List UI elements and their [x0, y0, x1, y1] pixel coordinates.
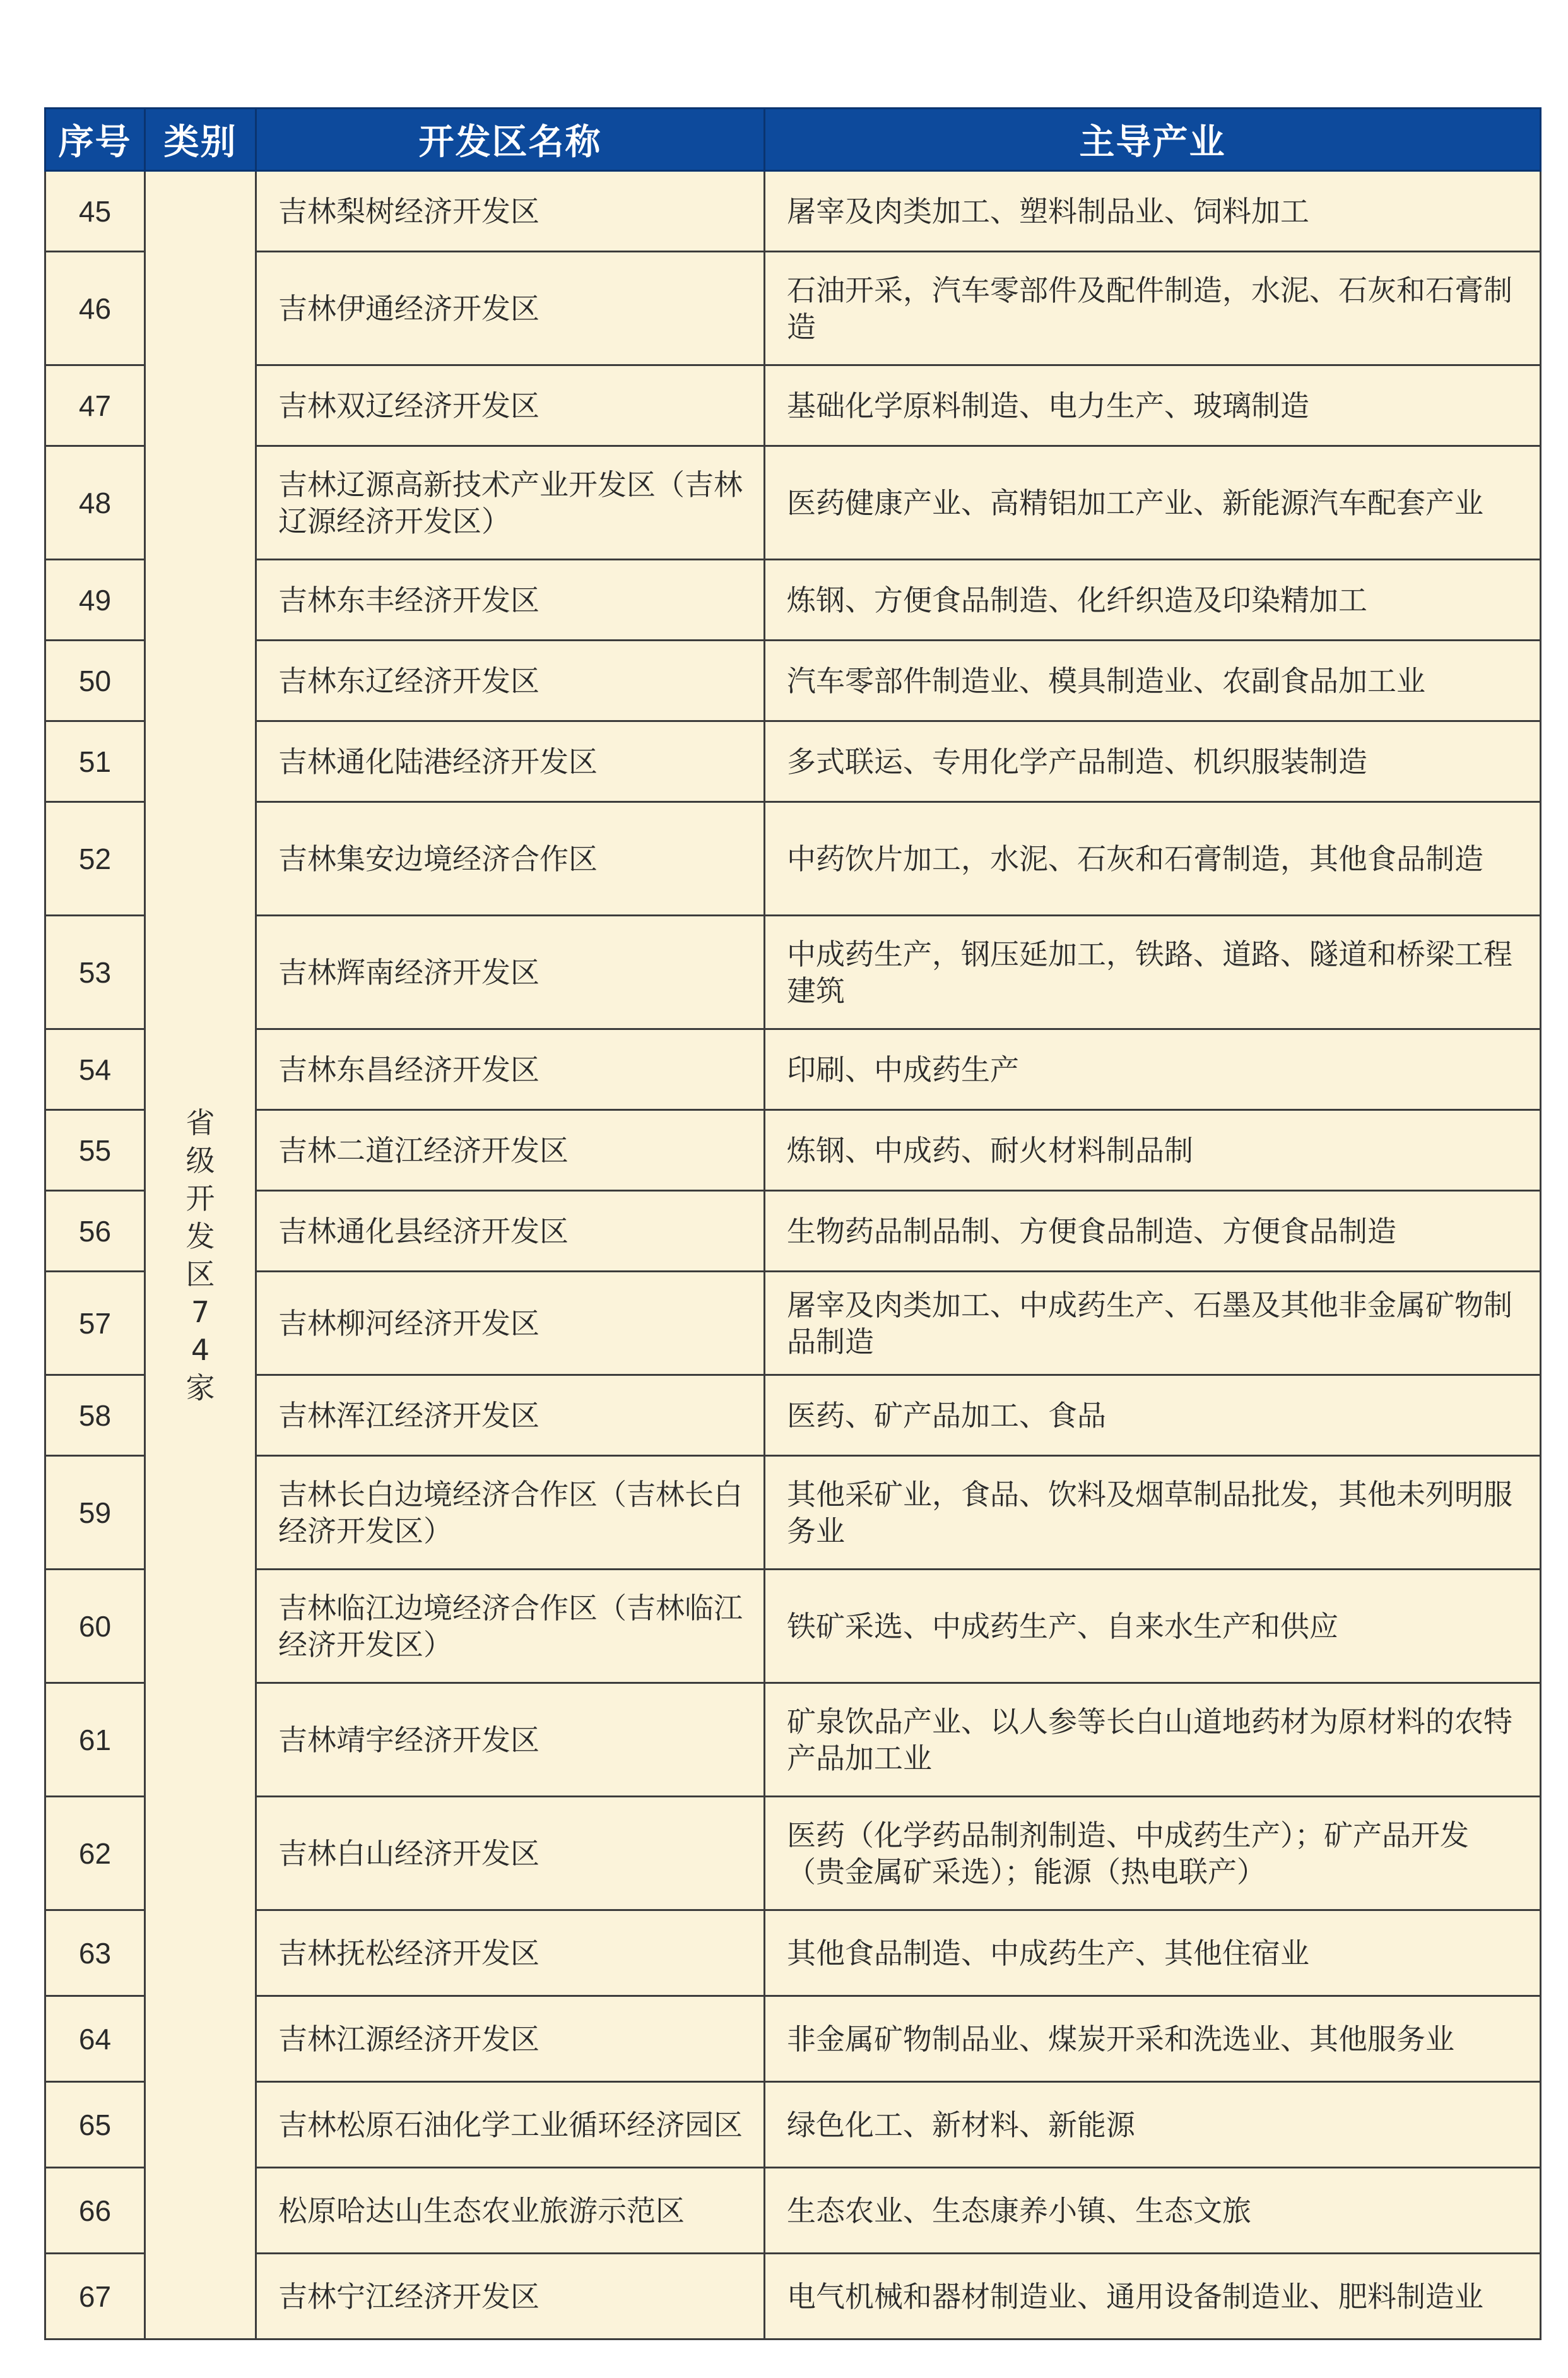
- table-row: [45, 916, 1541, 1029]
- leading-industry: 印刷、中成药生产: [765, 1029, 1541, 1110]
- zone-name: 吉林通化陆港经济开发区: [256, 721, 765, 802]
- leading-industry: 绿色化工、新材料、新能源: [765, 2082, 1541, 2168]
- leading-industry: 其他食品制造、中成药生产、其他住宿业: [765, 1910, 1541, 1996]
- zone-name: 松原哈达山生态农业旅游示范区: [256, 2168, 765, 2254]
- header-name: 开发区名称: [256, 109, 765, 171]
- row-number: 51: [45, 721, 145, 802]
- row-number: 55: [45, 1110, 145, 1191]
- table-row: [45, 171, 1541, 252]
- leading-industry: 屠宰及肉类加工、中成药生产、石墨及其他非金属矿物制品制造: [765, 1272, 1541, 1375]
- table-row: [45, 1910, 1541, 1996]
- zone-name: 吉林靖宇经济开发区: [256, 1683, 765, 1797]
- row-number: 58: [45, 1375, 145, 1456]
- row-number: 52: [45, 802, 145, 916]
- zone-name: 吉林通化县经济开发区: [256, 1191, 765, 1272]
- table-row: [45, 1683, 1541, 1797]
- table-row: [45, 1797, 1541, 1910]
- table-row: [45, 641, 1541, 721]
- category-cell: [145, 171, 256, 2340]
- table-row: [45, 1570, 1541, 1683]
- table-row: [45, 1996, 1541, 2082]
- leading-industry: 生物药品制品制、方便食品制造、方便食品制造: [765, 1191, 1541, 1272]
- table-row: [45, 2254, 1541, 2340]
- row-number: 54: [45, 1029, 145, 1110]
- row-number: 49: [45, 560, 145, 641]
- table-row: [45, 1110, 1541, 1191]
- zone-name: 吉林江源经济开发区: [256, 1996, 765, 2082]
- table-row: [45, 2168, 1541, 2254]
- row-number: 66: [45, 2168, 145, 2254]
- leading-industry: 汽车零部件制造业、模具制造业、农副食品加工业: [765, 641, 1541, 721]
- category-label: 省级开发区74家: [186, 1105, 215, 1405]
- leading-industry: 炼钢、方便食品制造、化纤织造及印染精加工: [765, 560, 1541, 641]
- zone-name: 吉林辽源高新技术产业开发区（吉林辽源经济开发区）: [256, 446, 765, 560]
- table-body: [45, 171, 1541, 2340]
- row-number: 64: [45, 1996, 145, 2082]
- header-no: 序号: [45, 109, 145, 171]
- row-number: 59: [45, 1456, 145, 1570]
- leading-industry: 电气机械和器材制造业、通用设备制造业、肥料制造业: [765, 2254, 1541, 2340]
- development-zone-table: [44, 107, 1541, 2340]
- zone-name: 吉林东辽经济开发区: [256, 641, 765, 721]
- leading-industry: 铁矿采选、中成药生产、自来水生产和供应: [765, 1570, 1541, 1683]
- leading-industry: 医药健康产业、高精铝加工产业、新能源汽车配套产业: [765, 446, 1541, 560]
- zone-name: 吉林临江边境经济合作区（吉林临江经济开发区）: [256, 1570, 765, 1683]
- zone-name: 吉林长白边境经济合作区（吉林长白经济开发区）: [256, 1456, 765, 1570]
- table-row: [45, 1375, 1541, 1456]
- row-number: 65: [45, 2082, 145, 2168]
- table-row: [45, 365, 1541, 446]
- row-number: 67: [45, 2254, 145, 2340]
- zone-name: 吉林双辽经济开发区: [256, 365, 765, 446]
- table-row: [45, 1191, 1541, 1272]
- table-row: [45, 1272, 1541, 1375]
- table-row: [45, 2082, 1541, 2168]
- row-number: 63: [45, 1910, 145, 1996]
- row-number: 50: [45, 641, 145, 721]
- table-row: [45, 721, 1541, 802]
- table-row: [45, 252, 1541, 365]
- zone-name: 吉林东丰经济开发区: [256, 560, 765, 641]
- leading-industry: 矿泉饮品产业、以人参等长白山道地药材为原材料的农特产品加工业: [765, 1683, 1541, 1797]
- table-row: [45, 802, 1541, 916]
- row-number: 61: [45, 1683, 145, 1797]
- leading-industry: 石油开采，汽车零部件及配件制造，水泥、石灰和石膏制造: [765, 252, 1541, 365]
- zone-name: 吉林宁江经济开发区: [256, 2254, 765, 2340]
- table-row: [45, 560, 1541, 641]
- leading-industry: 医药、矿产品加工、食品: [765, 1375, 1541, 1456]
- zone-name: 吉林抚松经济开发区: [256, 1910, 765, 1996]
- leading-industry: 基础化学原料制造、电力生产、玻璃制造: [765, 365, 1541, 446]
- row-number: 48: [45, 446, 145, 560]
- zone-name: 吉林浑江经济开发区: [256, 1375, 765, 1456]
- leading-industry: 医药（化学药品制剂制造、中成药生产）；矿产品开发（贵金属矿采选）；能源（热电联产）: [765, 1797, 1541, 1910]
- table-row: [45, 446, 1541, 560]
- zone-name: 吉林白山经济开发区: [256, 1797, 765, 1910]
- leading-industry: 屠宰及肉类加工、塑料制品业、饲料加工: [765, 171, 1541, 252]
- header-category: 类别: [145, 109, 256, 171]
- table-header-row: [45, 109, 1541, 171]
- leading-industry: 其他采矿业，食品、饮料及烟草制品批发，其他未列明服务业: [765, 1456, 1541, 1570]
- row-number: 45: [45, 171, 145, 252]
- leading-industry: 多式联运、专用化学产品制造、机织服装制造: [765, 721, 1541, 802]
- zone-name: 吉林柳河经济开发区: [256, 1272, 765, 1375]
- leading-industry: 生态农业、生态康养小镇、生态文旅: [765, 2168, 1541, 2254]
- row-number: 47: [45, 365, 145, 446]
- zone-name: 吉林梨树经济开发区: [256, 171, 765, 252]
- zone-name: 吉林集安边境经济合作区: [256, 802, 765, 916]
- leading-industry: 非金属矿物制品业、煤炭开采和洗选业、其他服务业: [765, 1996, 1541, 2082]
- zone-name: 吉林东昌经济开发区: [256, 1029, 765, 1110]
- zone-name: 吉林伊通经济开发区: [256, 252, 765, 365]
- table-row: [45, 1029, 1541, 1110]
- row-number: 53: [45, 916, 145, 1029]
- zone-name: 吉林二道江经济开发区: [256, 1110, 765, 1191]
- row-number: 46: [45, 252, 145, 365]
- leading-industry: 中成药生产，钢压延加工，铁路、道路、隧道和桥梁工程建筑: [765, 916, 1541, 1029]
- leading-industry: 中药饮片加工，水泥、石灰和石膏制造，其他食品制造: [765, 802, 1541, 916]
- leading-industry: 炼钢、中成药、耐火材料制品制: [765, 1110, 1541, 1191]
- development-zone-table-wrapper: [44, 107, 1540, 2340]
- row-number: 56: [45, 1191, 145, 1272]
- row-number: 57: [45, 1272, 145, 1375]
- row-number: 62: [45, 1797, 145, 1910]
- table-row: [45, 1456, 1541, 1570]
- header-industry: 主导产业: [765, 109, 1541, 171]
- zone-name: 吉林辉南经济开发区: [256, 916, 765, 1029]
- zone-name: 吉林松原石油化学工业循环经济园区: [256, 2082, 765, 2168]
- row-number: 60: [45, 1570, 145, 1683]
